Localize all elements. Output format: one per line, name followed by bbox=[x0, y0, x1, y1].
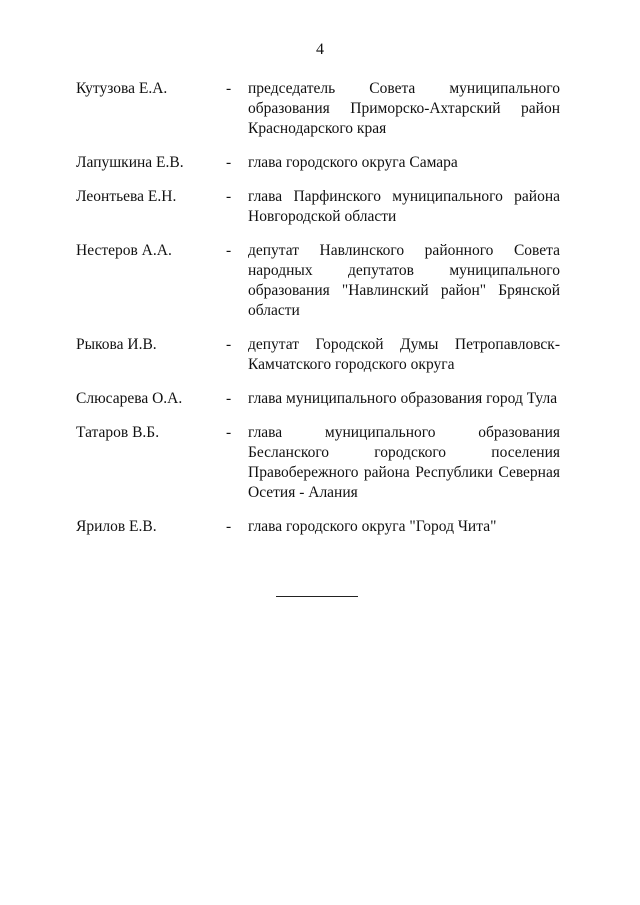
person-position: глава Парфинского муниципального района Новгородской области bbox=[248, 188, 560, 225]
person-name: Татаров В.Б. bbox=[76, 424, 160, 441]
page-number: 4 bbox=[316, 41, 324, 58]
dash-separator: - bbox=[226, 390, 232, 407]
dash-separator: - bbox=[226, 424, 232, 441]
dash-separator: - bbox=[226, 242, 232, 259]
list-item bbox=[76, 241, 560, 321]
person-name: Леонтьева Е.Н. bbox=[76, 188, 177, 205]
list-item bbox=[76, 423, 560, 503]
person-position: депутат Навлинского районного Совета народных депутатов муниципального образования "Навлинский район" Брянской области bbox=[248, 242, 560, 319]
list-item bbox=[76, 187, 560, 227]
person-position: председатель Совета муниципального образования Приморско-Ахтарский район Краснодарского края bbox=[248, 80, 560, 137]
list-item bbox=[76, 153, 560, 173]
end-separator-line bbox=[276, 596, 358, 597]
list-item bbox=[76, 79, 560, 139]
person-name: Ярилов Е.В. bbox=[76, 518, 157, 535]
list-item bbox=[76, 335, 560, 375]
dash-separator: - bbox=[226, 188, 232, 205]
person-position: глава городского округа "Город Чита" bbox=[248, 518, 497, 535]
person-name: Рыкова И.В. bbox=[76, 336, 157, 353]
person-position: глава муниципального образования Бесланского городского поселения Правобережного района Республики Северная Осетия - Алания bbox=[248, 424, 560, 501]
person-name: Нестеров А.А. bbox=[76, 242, 172, 259]
dash-separator: - bbox=[226, 336, 232, 353]
list-item bbox=[76, 389, 560, 409]
dash-separator: - bbox=[226, 518, 232, 535]
officials-list bbox=[76, 79, 560, 551]
person-name: Слюсарева О.А. bbox=[76, 390, 183, 407]
person-position: депутат Городской Думы Петропавловск-Камчатского городского округа bbox=[248, 336, 560, 373]
list-item bbox=[76, 517, 560, 537]
person-position: глава городского округа Самара bbox=[248, 154, 458, 171]
person-name: Лапушкина Е.В. bbox=[76, 154, 184, 171]
dash-separator: - bbox=[226, 80, 232, 97]
dash-separator: - bbox=[226, 154, 232, 171]
person-name: Кутузова Е.А. bbox=[76, 80, 168, 97]
person-position: глава муниципального образования город Тула bbox=[248, 390, 558, 407]
